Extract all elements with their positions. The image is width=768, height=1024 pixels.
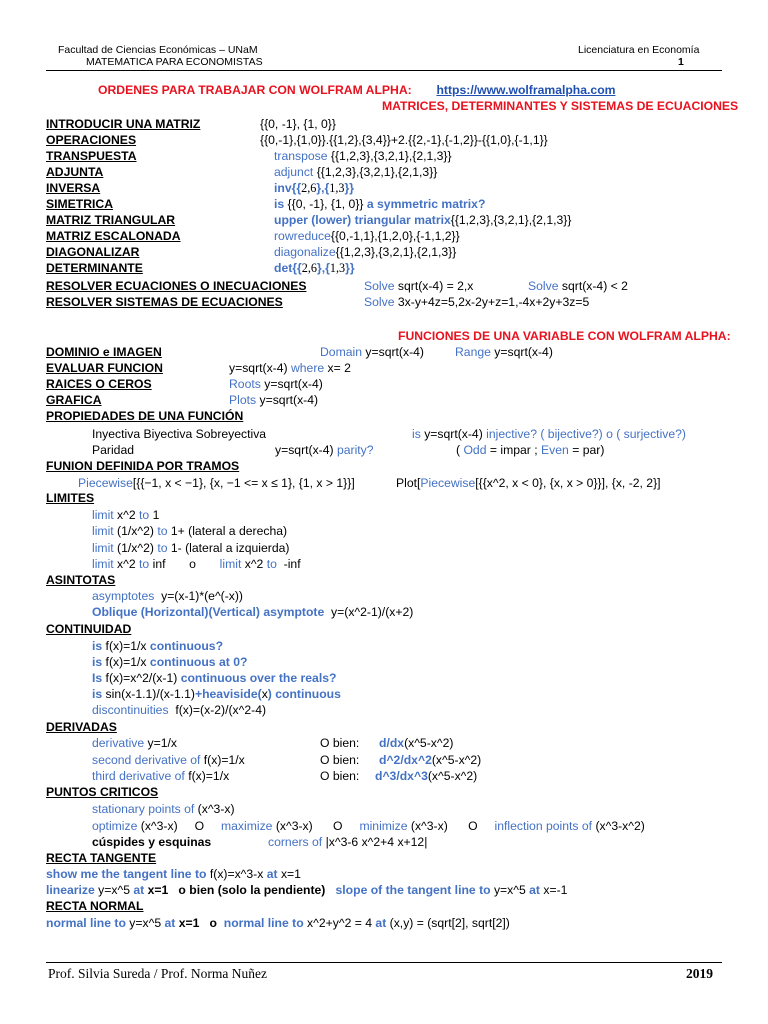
main-title: ORDENES PARA TRABAJAR CON WOLFRAM ALPHA: [98, 83, 412, 97]
keyword: +heaviside( [194, 687, 262, 701]
value: 1- (lateral a izquierda) [167, 541, 290, 555]
value: x^2 [113, 508, 140, 522]
cmd-derivative-3 [92, 768, 229, 784]
keyword: is [92, 655, 103, 669]
keyword: at [164, 916, 176, 930]
cmd-discontinuities [92, 702, 266, 718]
keyword: Even [541, 443, 569, 457]
value: (x^3-x) O [407, 819, 495, 833]
label-diagonalizar: DIAGONALIZAR [46, 245, 140, 259]
value: f(x)=1/x [200, 753, 245, 767]
keyword: }} [345, 261, 355, 275]
label-grafica: GRAFICA [46, 393, 102, 407]
value: y=sqrt(x-4) [362, 345, 424, 359]
label-resolver-ecuaciones: RESOLVER ECUACIONES O INECUACIONES [46, 279, 307, 293]
keyword: asymptotes [92, 589, 155, 603]
cmd-continuous-1 [92, 638, 223, 654]
keyword: continuous at 0? [149, 655, 248, 669]
keyword: Solve [364, 279, 395, 293]
cmd-transpuesta [274, 148, 452, 164]
value: x^2 [241, 557, 267, 571]
label-derivadas: DERIVADAS [46, 720, 117, 734]
value: [{{x^2, x < 0}, {x, x > 0}}], {x, -2, 2}] [475, 476, 661, 490]
keyword: corners of [268, 835, 323, 849]
value: x=-1 [540, 883, 568, 897]
value: (x^5-x^2) [404, 736, 454, 750]
cmd-adjunta [274, 164, 437, 180]
cmd-limit-3 [92, 540, 289, 556]
keyword: at [375, 916, 387, 930]
cmd-limit-4 [92, 556, 301, 572]
text-paridad: Paridad [92, 443, 135, 457]
label-recta-tangente: RECTA TANGENTE [46, 851, 157, 865]
text-cuspides: cúspides y esquinas [92, 835, 212, 849]
value: x^2 [113, 557, 140, 571]
cmd-operaciones [260, 132, 548, 148]
cmd-introducir [260, 116, 336, 132]
keyword: to [266, 557, 277, 571]
value: f(x)=1/x [102, 639, 150, 653]
value: y=x^5 [490, 883, 530, 897]
label-puntos-criticos: PUNTOS CRITICOS [46, 785, 159, 799]
header-rule [46, 70, 722, 71]
value: 1,3 [329, 181, 345, 195]
keyword: normal line to [46, 916, 126, 930]
cmd-raices [229, 376, 323, 392]
keyword: is [274, 197, 285, 211]
label-operaciones: OPERACIONES [46, 133, 137, 147]
cmd-oblique-asymptote [92, 604, 413, 620]
cmd-optimize [92, 818, 645, 834]
label-adjunta: ADJUNTA [46, 165, 104, 179]
keyword: second derivative of [92, 753, 201, 767]
cmd-escalonada [274, 228, 460, 244]
label-introducir: INTRODUCIR UNA MATRIZ [46, 117, 201, 131]
keyword: d^2/dx^2 [379, 753, 432, 767]
cmd-continuous-4 [92, 686, 341, 702]
value: {{1,2,3},{3,2,1},{2,1,3}} [450, 213, 572, 227]
value: {{0,-1,1},{1,2,0},{-1,1,2}} [330, 229, 460, 243]
value: {{1,2,3},{3,2,1},{2,1,3}} [327, 149, 452, 163]
keyword: limit [92, 541, 114, 555]
label-simetrica: SIMETRICA [46, 197, 114, 211]
value: inf o [149, 557, 220, 571]
footer-rule [46, 962, 722, 963]
cmd-ddx-2 [379, 752, 481, 768]
keyword: injective? ( bijective?) o ( surjective?) [486, 427, 686, 441]
title-row [98, 82, 615, 98]
keyword: det{{ [274, 261, 302, 275]
keyword: }} [344, 181, 354, 195]
value: 3x-y+4z=5,2x-2y+z=1,-4x+2y+3z=5 [394, 295, 590, 309]
keyword: is [412, 427, 421, 441]
value: x^2+y^2 = 4 [303, 916, 376, 930]
cmd-ddx-1 [379, 735, 453, 751]
cmd-inyectiva [412, 426, 686, 442]
keyword: parity? [336, 443, 374, 457]
keyword: inflection points of [494, 819, 593, 833]
keyword: d^3/dx^3 [375, 769, 428, 783]
label-propiedades: PROPIEDADES DE UNA FUNCIÓN [46, 409, 244, 423]
value: sin(x-1.1)/(x-1.1) [102, 687, 195, 701]
keyword: limit [92, 508, 114, 522]
value: sqrt(x-4) < 2 [558, 279, 628, 293]
value: (x^5-x^2) [427, 769, 478, 783]
value: {{1,2,3},{3,2,1},{2,1,3}} [335, 245, 457, 259]
keyword: to [139, 508, 150, 522]
value: x=1 o [175, 916, 224, 930]
keyword: },{ [317, 261, 330, 275]
keyword: Oblique (Horizontal)(Vertical) asymptote [92, 605, 325, 619]
value: f(x)=1/x [102, 655, 150, 669]
label-determinante: DETERMINANTE [46, 261, 143, 275]
keyword: Piecewise [78, 476, 133, 490]
keyword: at [266, 867, 278, 881]
value: 1 [149, 508, 160, 522]
label-asintotas: ASINTOTAS [46, 573, 116, 587]
keyword: Solve [364, 295, 395, 309]
keyword: where [290, 361, 325, 375]
value: (x^3-x) O [272, 819, 360, 833]
cmd-resolver-sistemas [364, 294, 589, 310]
value: {{0,-1},{1,0}}.{{1,2},{3,4}}+2.{{2,-1},{-1,2}}-{{1,0},{-1,1}} [260, 133, 548, 147]
header-course: MATEMATICA PARA ECONOMISTAS [86, 56, 263, 68]
value: y=(x-1)*(e^(-x)) [154, 589, 243, 603]
keyword: diagonalize [274, 245, 336, 259]
value: {{0, -1}, {1, 0}} [260, 117, 336, 131]
cmd-tangent-line [46, 866, 301, 882]
value: -inf [276, 557, 301, 571]
value: y=(x^2-1)/(x+2) [324, 605, 414, 619]
cmd-corners [268, 834, 427, 850]
value: y=sqrt(x-4) [260, 377, 323, 391]
label-escalonada: MATRIZ ESCALONADA [46, 229, 181, 243]
header-faculty: Facultad de Ciencias Económicas – UNaM [58, 44, 258, 56]
keyword: transpose [274, 149, 328, 163]
value: y=sqrt(x-4) [229, 361, 291, 375]
cmd-linearize [46, 882, 567, 898]
keyword: Plots [229, 393, 257, 407]
keyword: linearize [46, 883, 95, 897]
value: (x,y) = (sqrt[2], sqrt[2]) [386, 916, 510, 930]
cmd-determinante [274, 260, 355, 276]
value: y=sqrt(x-4) [275, 443, 337, 457]
value: y=x^5 [94, 883, 134, 897]
value: f(x)=1/x [184, 769, 230, 783]
value: x= 2 [324, 361, 351, 375]
keyword: ) continuous [267, 687, 341, 701]
value: 1+ (lateral a derecha) [167, 524, 288, 538]
text: Plot[ [396, 476, 421, 490]
keyword: at [529, 883, 540, 897]
keyword: slope of the tangent line to [335, 883, 491, 897]
value: f(x)=(x-2)/(x^2-4) [168, 703, 267, 717]
text: = impar ; [486, 443, 542, 457]
value: (x^5-x^2) [431, 753, 482, 767]
label-resolver-sistemas: RESOLVER SISTEMAS DE ECUACIONES [46, 295, 283, 309]
keyword: Roots [229, 377, 261, 391]
keyword: d/dx [379, 736, 405, 750]
value: sqrt(x-4) = 2,x [394, 279, 474, 293]
value: x=1 o bien (solo la pendiente) [144, 883, 336, 897]
keyword: limit [92, 524, 114, 538]
label-evaluar: EVALUAR FUNCION [46, 361, 163, 375]
cmd-stationary-points [92, 801, 235, 817]
keyword: adjunct [274, 165, 314, 179]
value: y=sqrt(x-4) [490, 345, 553, 359]
keyword: limit [92, 557, 114, 571]
keyword: Range [455, 345, 491, 359]
keyword: is [92, 687, 103, 701]
value: f(x)=x^2/(x-1) [102, 671, 181, 685]
keyword: },{ [316, 181, 330, 195]
value: (x^3-x) [194, 802, 235, 816]
value: y=sqrt(x-4) [256, 393, 319, 407]
keyword: stationary points of [92, 802, 195, 816]
value: (1/x^2) [113, 541, 158, 555]
label-limites: LIMITES [46, 491, 95, 505]
keyword: third derivative of [92, 769, 185, 783]
keyword: at [133, 883, 145, 897]
footer-authors: Prof. Silvia Sureda / Prof. Norma Nuñez [48, 966, 267, 981]
section-title-matrices: MATRICES, DETERMINANTES Y SISTEMAS DE ECUACIONES [382, 99, 739, 113]
keyword: Domain [320, 345, 362, 359]
value: x [261, 687, 268, 701]
label-raices: RAICES O CEROS [46, 377, 152, 391]
cmd-inversa [274, 180, 354, 196]
text: ( [456, 443, 464, 457]
footer-year: 2019 [686, 966, 713, 981]
value: 2,6 [301, 181, 317, 195]
value: {{1,2,3},{3,2,1},{2,1,3}} [313, 165, 438, 179]
cmd-asymptotes [92, 588, 243, 604]
cmd-diagonalizar [274, 244, 456, 260]
keyword: Is [92, 671, 103, 685]
cmd-limit-2 [92, 523, 287, 539]
keyword: upper (lower) triangular matrix [274, 213, 451, 227]
keyword: limit [219, 557, 242, 571]
cmd-normal-line [46, 915, 510, 931]
keyword: Odd [463, 443, 487, 457]
text-obien-2: O bien: [320, 753, 360, 767]
cmd-derivative-1 [92, 735, 177, 751]
keyword: Piecewise [420, 476, 476, 490]
cmd-evaluar [229, 360, 351, 376]
keyword: to [139, 557, 150, 571]
keyword: continuous? [149, 639, 224, 653]
value: (x^3-x^2) [592, 819, 645, 833]
keyword: a symmetric matrix? [366, 197, 486, 211]
cmd-rango [455, 344, 553, 360]
cmd-dominio [320, 344, 424, 360]
label-dominio: DOMINIO e IMAGEN [46, 345, 162, 359]
keyword: inv{{ [274, 181, 302, 195]
keyword: to [157, 524, 168, 538]
keyword: Solve [528, 279, 559, 293]
value: y=1/x [144, 736, 178, 750]
cmd-piecewise-1 [78, 475, 355, 491]
keyword: maximize [220, 819, 273, 833]
cmd-ddx-3 [375, 768, 477, 784]
label-triangular: MATRIZ TRIANGULAR [46, 213, 176, 227]
cmd-continuous-3 [92, 670, 336, 686]
header-degree: Licenciatura en Economía [578, 44, 700, 56]
cmd-piecewise-2 [396, 475, 661, 491]
value: [{{−1, x < −1}, {x, −1 <= x ≤ 1}, {1, x > 1}}] [132, 476, 355, 490]
wolfram-link[interactable]: https://www.wolframalpha.com [436, 83, 616, 97]
keyword: optimize [92, 819, 138, 833]
section-title-funciones: FUNCIONES DE UNA VARIABLE CON WOLFRAM ALPHA: [398, 329, 731, 343]
label-continuidad: CONTINUIDAD [46, 622, 132, 636]
value: 2,6 [301, 261, 318, 275]
label-inversa: INVERSA [46, 181, 101, 195]
value: y=sqrt(x-4) [420, 427, 487, 441]
header-page-number: 1 [678, 56, 684, 68]
label-transpuesta: TRANSPUESTA [46, 149, 137, 163]
cmd-grafica [229, 392, 318, 408]
text-obien-1: O bien: [320, 736, 360, 750]
cmd-derivative-2 [92, 752, 245, 768]
label-tramos: FUNION DEFINIDA POR TRAMOS [46, 459, 240, 473]
cmd-simetrica [274, 196, 485, 212]
value: (x^3-x) O [137, 819, 221, 833]
value: |x^3-6 x^2+4 x+12| [322, 835, 428, 849]
keyword: discontinuities [92, 703, 169, 717]
text: = par) [568, 443, 605, 457]
cmd-resolver-ecuaciones [364, 278, 473, 294]
keyword: continuous over the reals? [180, 671, 337, 685]
text-paridad-legend [456, 442, 604, 458]
keyword: derivative [92, 736, 145, 750]
keyword: rowreduce [274, 229, 331, 243]
value: {{0, -1}, {1, 0}} [284, 197, 367, 211]
value: f(x)=x^3-x [206, 867, 267, 881]
keyword: normal line to [223, 916, 304, 930]
cmd-resolver-inecuaciones [528, 278, 628, 294]
cmd-paridad [275, 442, 374, 458]
cmd-continuous-2 [92, 654, 247, 670]
keyword: to [157, 541, 168, 555]
cmd-triangular [274, 212, 571, 228]
value: y=x^5 [125, 916, 165, 930]
value: 1,3 [329, 261, 346, 275]
value: x=1 [277, 867, 301, 881]
text-inyectiva: Inyectiva Biyectiva Sobreyectiva [92, 427, 267, 441]
keyword: minimize [359, 819, 408, 833]
text-obien-3: O bien: [320, 769, 360, 783]
value: (1/x^2) [113, 524, 158, 538]
keyword: show me the tangent line to [46, 867, 207, 881]
cmd-limit-1 [92, 507, 159, 523]
label-recta-normal: RECTA NORMAL [46, 899, 144, 913]
keyword: is [92, 639, 103, 653]
